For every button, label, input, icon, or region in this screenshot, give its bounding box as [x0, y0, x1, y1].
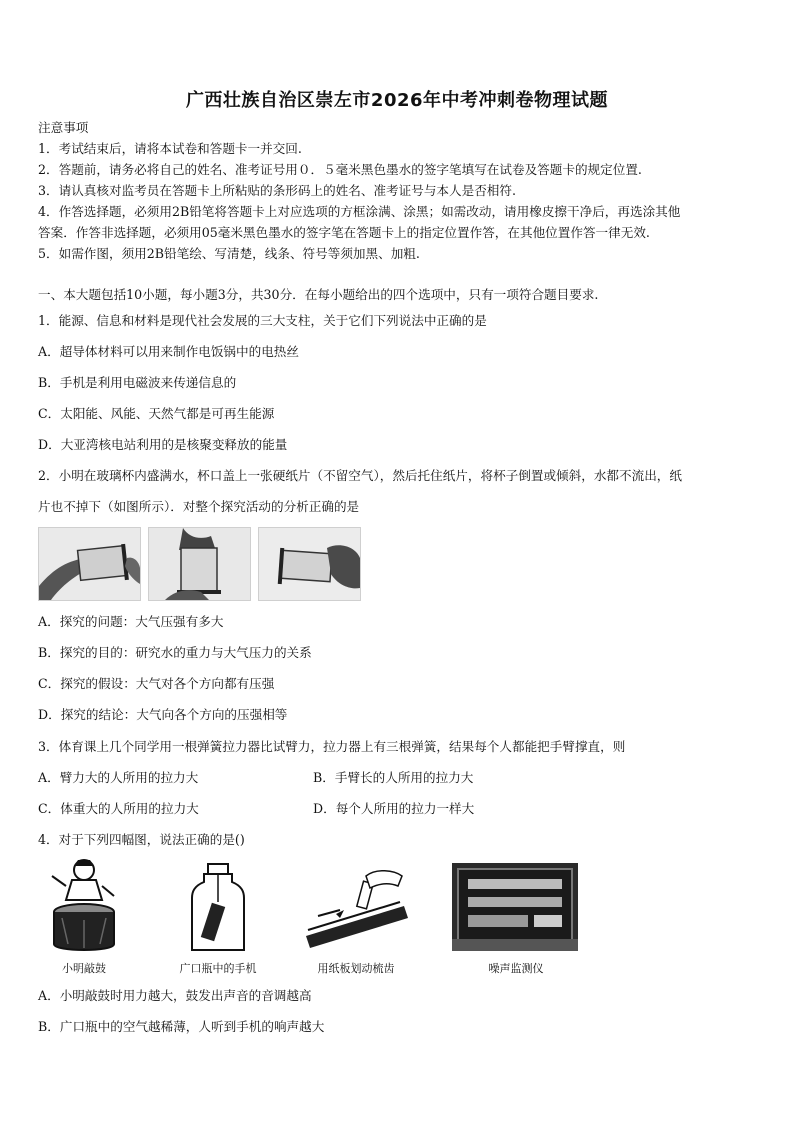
- figure-caption: 用纸板划动梳齿: [317, 962, 395, 975]
- figure-caption: 广口瓶中的手机: [179, 962, 257, 975]
- option-b: B．广口瓶中的空气越稀薄，人听到手机的响声越大: [38, 1019, 325, 1034]
- question-stem-continued: 片也不掉下（如图所示）．对整个探究活动的分析正确的是: [38, 499, 360, 514]
- notice-item: 5．如需作图，须用2B铅笔绘、写清楚，线条、符号等须加黑、加粗.: [38, 246, 420, 261]
- inverted-cup-photo: [148, 527, 251, 601]
- notice-item: 4．作答选择题，必须用2B铅笔将答题卡上对应选项的方框涂满、涂黑；如需改动，请用橡皮擦干净后，再选涂其他: [38, 204, 681, 219]
- question-stem: 1．能源、信息和材料是现代社会发展的三大支柱，关于它们下列说法中正确的是: [38, 313, 487, 328]
- noise-monitor-photo: [452, 863, 578, 951]
- figure-caption: 小明敲鼓: [62, 962, 106, 975]
- jar-phone-illustration: [188, 862, 248, 954]
- question-stem: 3．体育课上几个同学用一根弹簧拉力器比试臂力，拉力器上有三根弹簧，结果每个人都能把手臂撑直，则: [38, 739, 626, 754]
- option-c: C．体重大的人所用的拉力大: [38, 801, 199, 816]
- page-title: 广西壮族自治区崇左市2026年中考冲刺卷物理试题: [185, 90, 609, 111]
- notice-item: 3．请认真核对监考员在答题卡上所粘贴的条形码上的姓名、准考证号与本人是否相符.: [38, 183, 516, 198]
- question-stem: 4．对于下列四幅图，说法正确的是(): [38, 832, 245, 847]
- option-a: A．小明敲鼓时用力越大，鼓发出声音的音调越高: [38, 988, 312, 1003]
- option-d: D．每个人所用的拉力一样大: [313, 801, 475, 816]
- notice-item: 答案．作答非选择题，必须用05毫米黑色墨水的签字笔在答题卡上的指定位置作答，在其他位置作答一律无效.: [38, 225, 650, 240]
- option-b: B．手臂长的人所用的拉力大: [313, 770, 474, 785]
- figure-caption: 噪声监测仪: [488, 962, 544, 975]
- option-a: A．探究的问题：大气压强有多大: [38, 614, 224, 629]
- notice-heading: 注意事项: [38, 120, 89, 135]
- option-a: A．超导体材料可以用来制作电饭锅中的电热丝: [38, 344, 299, 359]
- drum-illustration: [44, 856, 124, 956]
- inverted-cup-photo: [38, 527, 141, 601]
- option-b: B．手机是利用电磁波来传递信息的: [38, 375, 237, 390]
- question-stem: 2．小明在玻璃杯内盛满水，杯口盖上一张硬纸片（不留空气），然后托住纸片，将杯子倒置或倾斜，水都不流出，纸: [38, 468, 682, 483]
- option-b: B．探究的目的：研究水的重力与大气压力的关系: [38, 645, 312, 660]
- option-d: D．探究的结论：大气向各个方向的压强相等: [38, 707, 288, 722]
- option-c: C．探究的假设：大气对各个方向都有压强: [38, 676, 275, 691]
- comb-illustration: [300, 866, 412, 950]
- option-d: D．大亚湾核电站利用的是核聚变释放的能量: [38, 437, 288, 452]
- option-a: A．臂力大的人所用的拉力大: [38, 770, 199, 785]
- inverted-cup-photo: [258, 527, 361, 601]
- notice-item: 2．答题前，请务必将自己的姓名、准考证号用０．５毫米黑色墨水的签字笔填写在试卷及答题卡的规定位置.: [38, 162, 642, 177]
- section-heading: 一、本大题包括10小题，每小题3分，共30分．在每小题给出的四个选项中，只有一项符合题目要求.: [38, 287, 599, 302]
- option-c: C．太阳能、风能、天然气都是可再生能源: [38, 406, 275, 421]
- notice-item: 1．考试结束后，请将本试卷和答题卡一并交回.: [38, 141, 302, 156]
